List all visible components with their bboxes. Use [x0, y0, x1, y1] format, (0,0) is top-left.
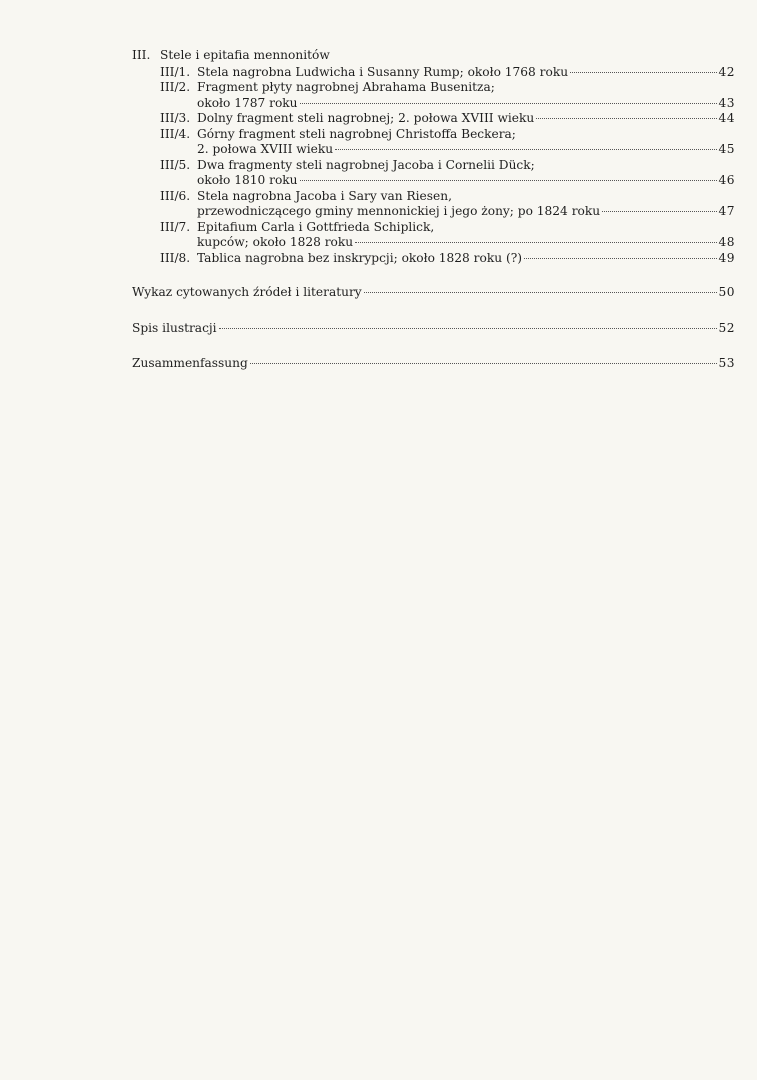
entry-number: III/3. [160, 111, 191, 125]
entry-line [197, 220, 735, 236]
table-of-contents [132, 48, 735, 372]
entry-number: III/1. [160, 64, 191, 79]
entry-page-number: 44 [718, 111, 735, 125]
section-title: Stele i epitafia mennonitów [160, 48, 330, 62]
toc-entry[interactable] [160, 111, 735, 127]
toc-entry[interactable] [160, 65, 735, 81]
entry-text: kupców; około 1828 roku [197, 235, 354, 249]
entry-line [197, 142, 735, 158]
entry-number: III/2. [160, 80, 191, 94]
entry-text: około 1810 roku [197, 173, 298, 187]
entry-text: Stela nagrobna Ludwicha i Susanny Rump; około 1768 roku [197, 64, 569, 79]
entry-number: III/4. [160, 126, 191, 141]
entry-text: Wykaz cytowanych źródeł i literatury [132, 285, 362, 299]
toc-entry[interactable] [160, 127, 735, 158]
entry-text: przewodniczącego gminy mennonickiej i jego żony; po 1824 roku [197, 204, 601, 218]
entry-page-number: 52 [718, 320, 735, 335]
entry-page-number: 49 [718, 250, 735, 265]
entry-page-number: 42 [718, 64, 735, 79]
entry-page-number: 48 [718, 235, 735, 249]
dot-leader [250, 363, 718, 364]
entry-body [197, 111, 735, 127]
entry-line [197, 204, 735, 220]
entry-page-number: 50 [718, 285, 735, 299]
entry-text: Tablica nagrobna bez inskrypcji; około 1828 roku (?) [197, 250, 523, 265]
entry-text: Dolny fragment steli nagrobnej; 2. połowa XVIII wieku [197, 111, 535, 125]
dot-leader [570, 72, 717, 73]
toc-entry[interactable] [160, 80, 735, 111]
toc-entry-bibliography[interactable] [132, 285, 735, 301]
toc-entry[interactable] [160, 189, 735, 220]
dot-leader [219, 328, 718, 329]
entry-text: Zusammenfassung [132, 356, 248, 370]
entry-text: Dwa fragmenty steli nagrobnej Jacoba i Cornelii Dück; [197, 157, 535, 172]
dot-leader [355, 242, 717, 243]
toc-entry-illustrations[interactable] [132, 321, 735, 337]
entry-body [197, 80, 735, 111]
entry-page-number: 45 [718, 142, 735, 156]
entry-number: III/5. [160, 157, 191, 172]
entry-number: III/6. [160, 188, 191, 203]
toc-entry-summary[interactable] [132, 356, 735, 372]
entry-number: III/7. [160, 219, 191, 234]
toc-entry[interactable] [160, 158, 735, 189]
entry-body [197, 127, 735, 158]
entry-page-number: 43 [718, 95, 735, 110]
toc-entry[interactable] [160, 251, 735, 267]
entry-body [197, 158, 735, 189]
section-heading [132, 48, 735, 64]
entry-number: III/8. [160, 250, 191, 265]
toc-entry[interactable] [160, 220, 735, 251]
entry-body [197, 65, 735, 81]
dot-leader [300, 180, 718, 181]
entry-body [197, 189, 735, 220]
dot-leader [536, 118, 717, 119]
entry-line [197, 251, 735, 267]
dot-leader [364, 292, 718, 293]
entry-line [197, 235, 735, 251]
entry-line [197, 65, 735, 81]
entry-text: Górny fragment steli nagrobnej Christoffa Beckera; [197, 126, 516, 141]
entry-text: około 1787 roku [197, 95, 298, 110]
dot-leader [335, 149, 717, 150]
entry-body [197, 251, 735, 267]
dot-leader [300, 103, 718, 104]
entry-line [197, 189, 735, 205]
entry-text: Fragment płyty nagrobnej Abrahama Busenitza; [197, 80, 495, 94]
entry-text: 2. połowa XVIII wieku [197, 142, 334, 156]
entry-body [197, 220, 735, 251]
entry-line [197, 96, 735, 112]
entry-text: Stela nagrobna Jacoba i Sary van Riesen, [197, 188, 452, 203]
section-number: III. [132, 48, 151, 62]
entry-text: Spis ilustracji [132, 320, 217, 335]
entry-page-number: 47 [718, 204, 735, 218]
dot-leader [524, 258, 717, 259]
entry-line [197, 158, 735, 174]
entry-text: Epitafium Carla i Gottfrieda Schiplick, [197, 219, 435, 234]
dot-leader [602, 211, 717, 212]
section-entries [160, 65, 735, 267]
entry-line [197, 173, 735, 189]
entry-page-number: 53 [718, 356, 735, 370]
entry-page-number: 46 [718, 173, 735, 187]
entry-line [197, 111, 735, 127]
entry-line [197, 80, 735, 96]
entry-line [197, 127, 735, 143]
